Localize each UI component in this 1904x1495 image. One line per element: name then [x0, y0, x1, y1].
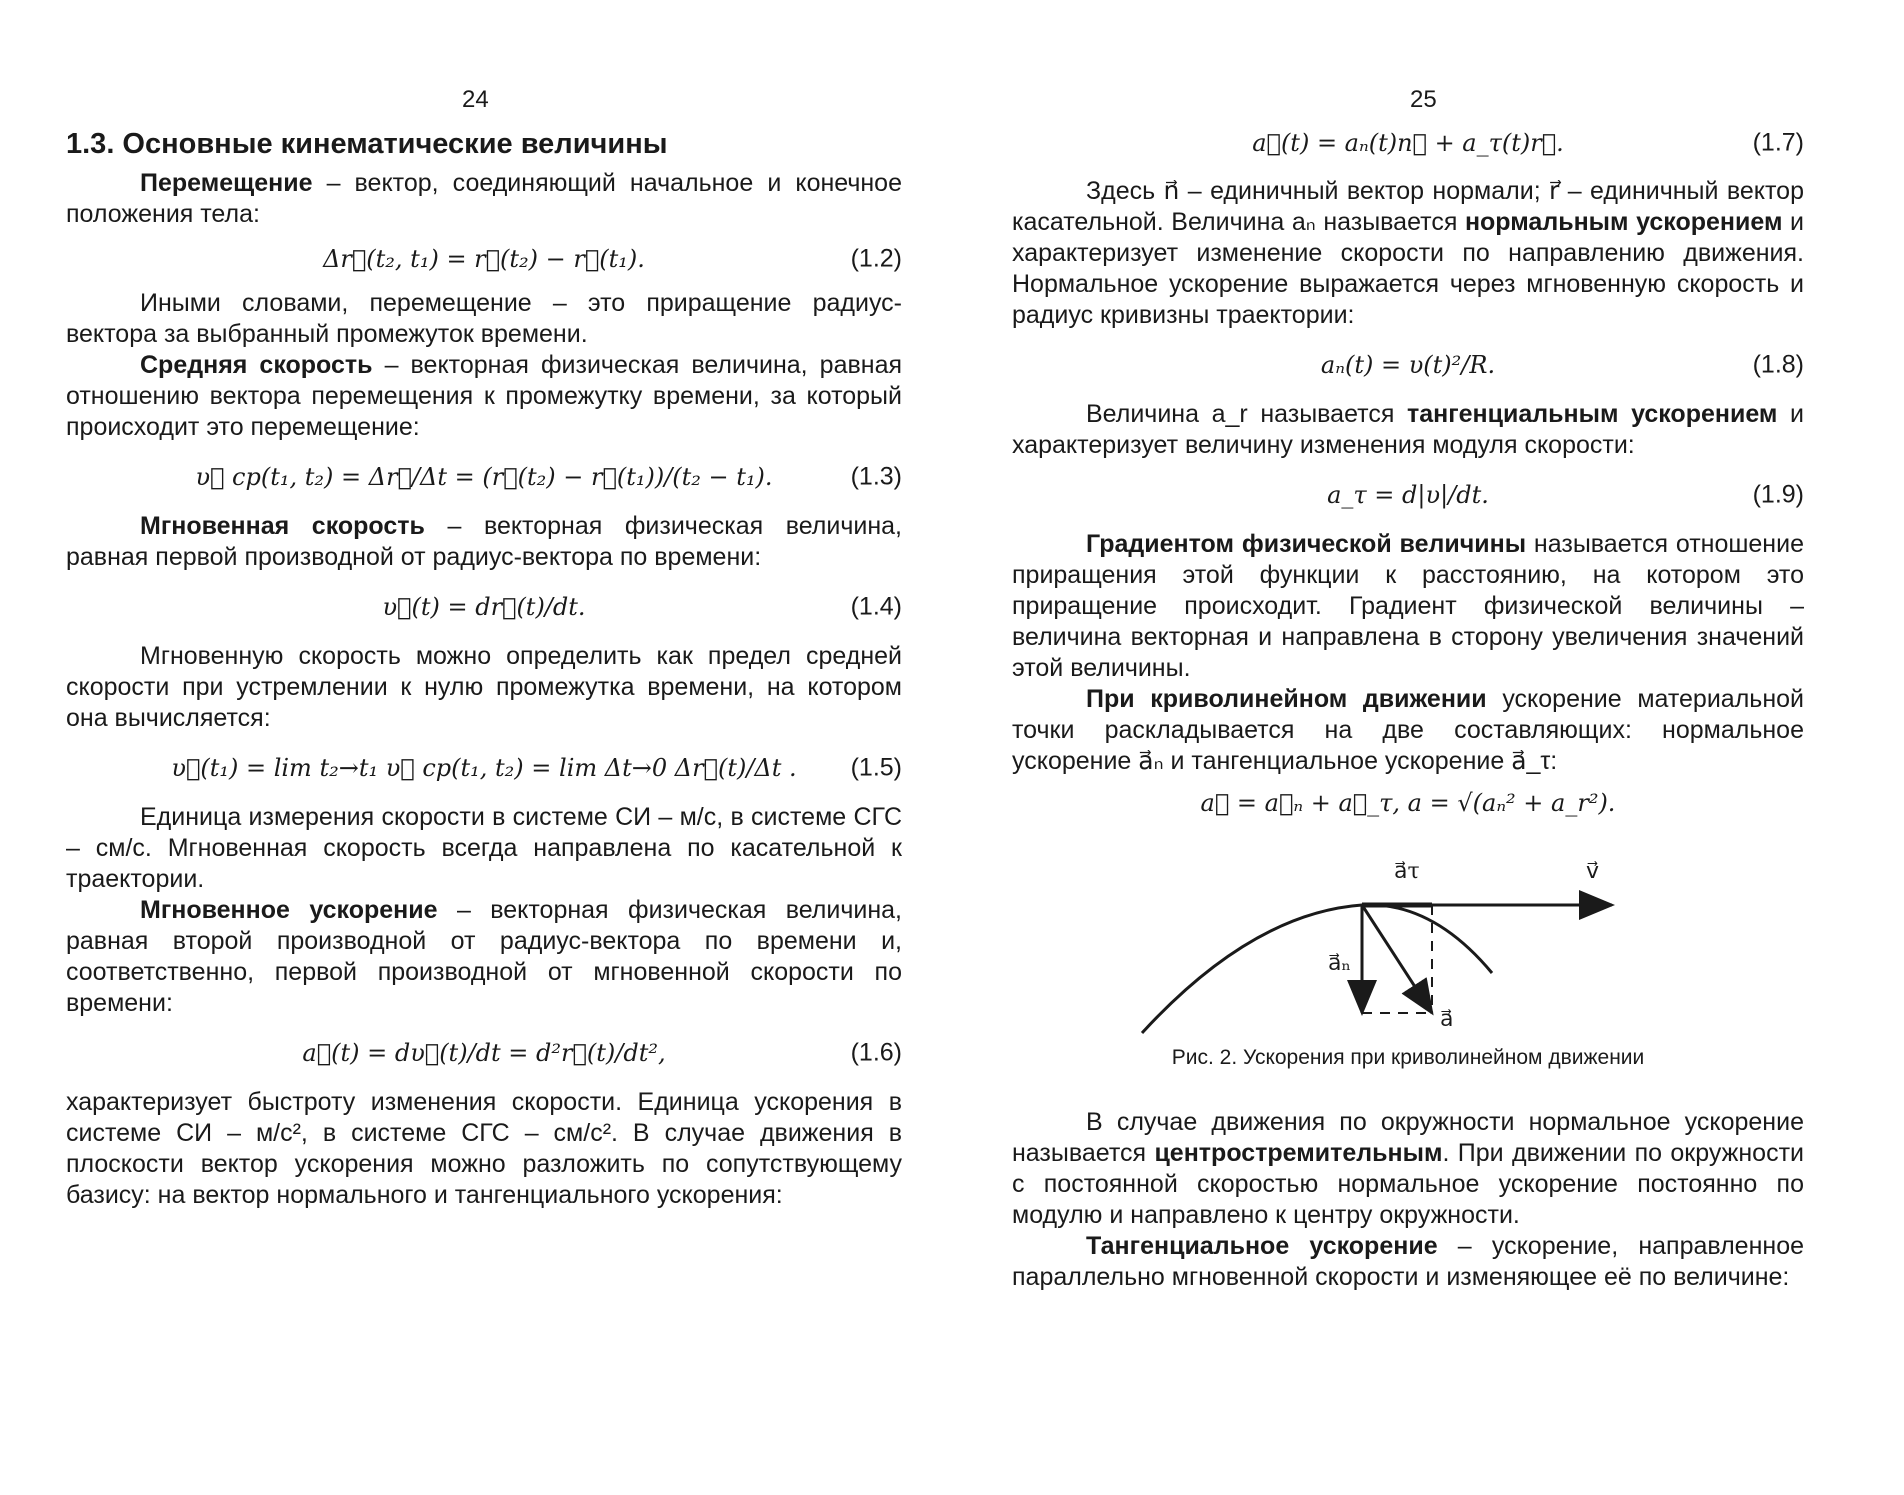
figure-caption: Рис. 2. Ускорения при криволинейном движении	[1171, 1046, 1645, 1069]
figure-acceleration-diagram	[1012, 833, 1804, 1043]
equation-1-2	[66, 230, 902, 288]
term-gradient: Градиентом физической величины	[1086, 530, 1527, 558]
total-acceleration-vector	[1362, 905, 1432, 1013]
label-velocity: v⃗	[1586, 859, 1600, 884]
equation-number: (1.7)	[1752, 128, 1804, 157]
paragraph-text: В случае движения по окружности нормальное ускорение называется	[1012, 1108, 1804, 1167]
paragraph-tangential-acceleration	[1012, 399, 1804, 461]
term-tangential-acceleration: тангенциальным ускорением	[1406, 400, 1778, 428]
paragraph-text: называется отношение приращения этой функции к расстоянию, на котором это приращение происходит. Градиент физической величины – величина векторная и направлена в сторону увеличения значений этой величины.	[1012, 530, 1804, 682]
paragraph-instant-acceleration	[66, 895, 902, 1019]
paragraph-limit: Мгновенную скорость можно определить как предел средней скорости при устремлении к нулю промежутка времени, на котором она вычисляется:	[66, 642, 902, 732]
right-page	[952, 0, 1904, 1495]
term-tangential: Тангенциальное ускорение	[1086, 1232, 1438, 1260]
formula: Δr⃗(t₂, t₁) = r⃗(t₂) − r⃗(t₁).	[323, 245, 645, 273]
paragraph-displacement-def: Иными словами, перемещение – это приращение радиус-вектора за выбранный промежуток времени.	[66, 289, 902, 348]
page-number: 25	[1410, 86, 1437, 113]
paragraph-curvilinear	[1012, 684, 1804, 777]
equation-1-9	[1012, 461, 1804, 529]
formula: υ⃗(t₁) = lim t₂→t₁ υ⃗ ср(t₁, t₂) = lim Δt→0 Δr⃗(t)/Δt .	[171, 754, 797, 782]
equation-1-8	[1012, 331, 1804, 399]
equation-acceleration-sum	[1012, 777, 1804, 829]
paragraph-text: и характеризует изменение скорости по направлению движения. Нормальное ускорение выражается через мгновенную скорость и радиус кривизны траектории:	[1012, 208, 1804, 329]
paragraph-text: ускорение материальной точки раскладывается на две составляющих: нормальное ускорение a⃗ₙ и тангенциальное ускорение a⃗_τ:	[1012, 685, 1804, 775]
left-text-column	[66, 122, 902, 1211]
term-displacement: Перемещение	[140, 169, 313, 197]
paragraph-average-velocity	[66, 350, 902, 443]
paragraph-units: Единица измерения скорости в системе СИ – м/с, в системе СГС – см/с. Мгновенная скорость всегда направлена по касательной к траектории.	[66, 803, 902, 893]
equation-1-4	[66, 573, 902, 641]
formula: υ⃗ ср(t₁, t₂) = Δr⃗/Δt = (r⃗(t₂) − r⃗(t₁))/(t₂ − t₁).	[195, 463, 773, 491]
term-normal-acceleration: нормальным ускорением	[1464, 208, 1783, 236]
equation-1-7	[1012, 120, 1804, 166]
paragraph-text: – векторная физическая величина, равная второй производной от радиус-вектора по времени и, соответственно, первой производной от мгновенной скорости по времени:	[66, 896, 903, 1017]
term-curvilinear-motion: При криволинейном движении	[1086, 685, 1487, 713]
equation-number: (1.8)	[1752, 350, 1804, 379]
equation-1-3	[66, 443, 902, 511]
term-average-velocity: Средняя скорость	[140, 351, 373, 379]
equation-number: (1.2)	[850, 244, 902, 273]
paragraph-tangential-def	[1012, 1231, 1804, 1293]
paragraph-text: . При движении по окружности с постоянной скоростью нормальное ускорение постоянно по модулю и направлено к центру окружности.	[1012, 1139, 1804, 1229]
paragraph-text: – векторная физическая величина, равная первой производной от радиус-вектора по времени:	[66, 512, 903, 571]
formula: υ⃗(t) = dr⃗(t)/dt.	[382, 593, 586, 621]
label-total: a⃗	[1440, 1007, 1454, 1032]
paragraph-text: – ускорение, направленное параллельно мгновенной скорости и изменяющее её по величине:	[1012, 1232, 1804, 1291]
paragraph-text: и характеризует величину изменения модуля скорости:	[1012, 400, 1804, 459]
formula: a_τ = d|υ|/dt.	[1327, 481, 1489, 509]
label-tangential: a⃗τ	[1394, 859, 1420, 884]
paragraph-instant-velocity	[66, 511, 902, 573]
paragraph-text: – векторная физическая величина, равная отношению вектора перемещения к промежутку времени, за который происходит это перемещение:	[66, 351, 903, 441]
formula: a⃗ = a⃗ₙ + a⃗_τ, a = √(aₙ² + a_r²).	[1200, 789, 1616, 817]
term-instant-velocity: Мгновенная скорость	[140, 512, 425, 540]
paragraph-text: Здесь n⃗ – единичный вектор нормали; r⃗ – единичный вектор касательной. Величина aₙ называется	[1012, 177, 1804, 236]
paragraph-centripetal	[1012, 1107, 1804, 1231]
equation-number: (1.4)	[850, 592, 902, 621]
paragraph-acceleration-units: характеризует быстроту изменения скорости. Единица ускорения в системе СИ – м/с², в системе СГС – см/с². В случае движения в плоскости вектор ускорения можно разложить по сопутствующему базису: на вектор нормального и тангенциального ускорения:	[66, 1088, 902, 1209]
formula: a⃗(t) = dυ⃗(t)/dt = d²r⃗(t)/dt²,	[302, 1039, 666, 1067]
equation-1-5	[66, 734, 902, 802]
formula: a⃗(t) = aₙ(t)n⃗ + a_τ(t)r⃗.	[1252, 129, 1564, 157]
section-heading: 1.3. Основные кинематические величины	[66, 128, 668, 160]
paragraph-text: – вектор, соединяющий начальное и конечное положения тела:	[66, 169, 902, 228]
term-instant-acceleration: Мгновенное ускорение	[140, 896, 438, 924]
right-text-column	[1012, 120, 1804, 1293]
paragraph-normal-acceleration	[1012, 176, 1804, 331]
term-centripetal: центростремительным	[1154, 1139, 1443, 1167]
equation-1-6	[66, 1019, 902, 1087]
paragraph-text: Величина a_r называется	[1086, 400, 1407, 428]
label-normal: a⃗ₙ	[1328, 951, 1351, 976]
equation-number: (1.9)	[1752, 480, 1804, 509]
equation-number: (1.5)	[850, 753, 902, 782]
equation-number: (1.3)	[850, 462, 902, 491]
page-number: 24	[462, 86, 489, 113]
paragraph-gradient	[1012, 529, 1804, 684]
formula: aₙ(t) = υ(t)²/R.	[1320, 351, 1496, 379]
equation-number: (1.6)	[850, 1038, 902, 1067]
paragraph-displacement	[66, 168, 902, 230]
